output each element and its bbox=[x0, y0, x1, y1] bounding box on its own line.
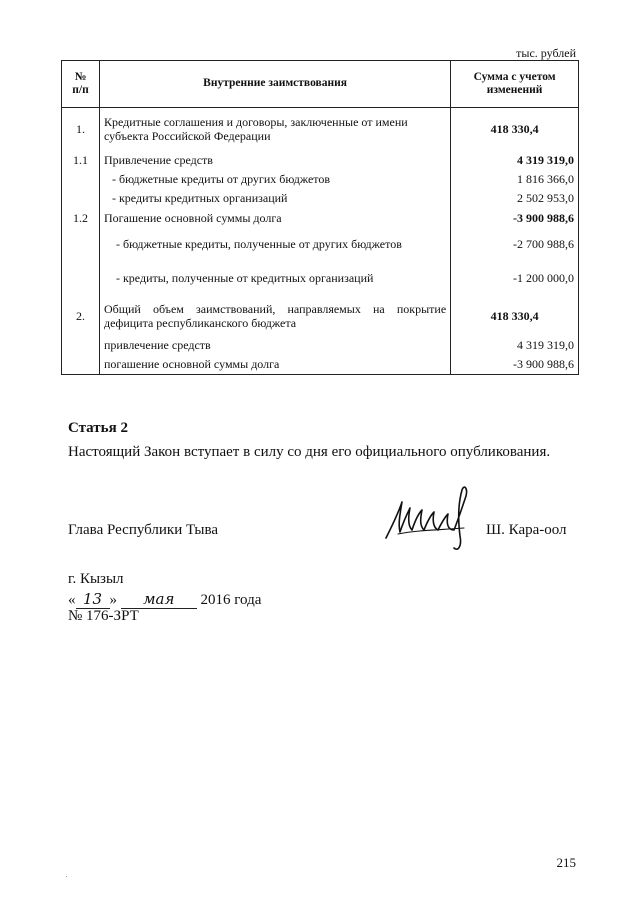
header-amount: Сумма с учетом изменений bbox=[451, 61, 579, 108]
row-description: - бюджетные кредиты от других бюджетов bbox=[99, 171, 450, 190]
law-number: № 176-ЗРТ bbox=[68, 608, 139, 624]
place-of-signing: г. Кызыл bbox=[68, 571, 124, 587]
row-number bbox=[62, 190, 100, 209]
row-description: - кредиты, полученные от кредитных организаций bbox=[99, 261, 450, 297]
row-description: Погашение основной суммы долга bbox=[99, 209, 450, 229]
row-description: - бюджетные кредиты, полученные от других бюджетов bbox=[99, 229, 450, 261]
signatory-name: Ш. Кара-оол bbox=[486, 522, 567, 538]
row-number: 1.1 bbox=[62, 152, 100, 171]
table-row bbox=[62, 190, 579, 209]
table-row bbox=[62, 152, 579, 171]
table-row bbox=[62, 337, 579, 356]
row-amount: 1 816 366,0 bbox=[451, 171, 579, 190]
row-description: Кредитные соглашения и договоры, заключенные от имени субъекта Российской Федерации bbox=[99, 108, 450, 152]
row-amount: 4 319 319,0 bbox=[451, 337, 579, 356]
date-open-quote: « bbox=[68, 592, 76, 608]
row-amount: 4 319 319,0 bbox=[451, 152, 579, 171]
page-number: 215 bbox=[556, 855, 576, 870]
table-row bbox=[62, 297, 579, 337]
row-number bbox=[62, 356, 100, 375]
row-amount: -3 900 988,6 bbox=[451, 209, 579, 229]
signing-date bbox=[68, 590, 261, 609]
row-number: 2. bbox=[62, 297, 100, 337]
scan-speck bbox=[66, 876, 67, 877]
row-description: Общий объем заимствований, направляемых на покрытие дефицита республиканского бюджета bbox=[99, 297, 450, 337]
borrowing-table bbox=[61, 60, 579, 375]
table-row bbox=[62, 171, 579, 190]
table-row bbox=[62, 356, 579, 375]
units-label: тыс. рублей bbox=[516, 46, 576, 60]
article-text: Настоящий Закон вступает в силу со дня его официального опубликования. bbox=[68, 444, 551, 460]
date-day: 13 bbox=[76, 590, 110, 609]
row-amount: -2 700 988,6 bbox=[451, 229, 579, 261]
handwritten-signature bbox=[378, 480, 478, 555]
table-header-row bbox=[62, 61, 579, 108]
row-number: 1. bbox=[62, 108, 100, 152]
table-row bbox=[62, 261, 579, 297]
row-amount: 2 502 953,0 bbox=[451, 190, 579, 209]
table-row bbox=[62, 209, 579, 229]
row-amount: -1 200 000,0 bbox=[451, 261, 579, 297]
row-number: 1.2 bbox=[62, 209, 100, 229]
table-row bbox=[62, 229, 579, 261]
header-number: № п/п bbox=[62, 61, 100, 108]
row-description: привлечение средств bbox=[99, 337, 450, 356]
row-number bbox=[62, 337, 100, 356]
table-row bbox=[62, 108, 579, 152]
row-description: Привлечение средств bbox=[99, 152, 450, 171]
article-heading: Статья 2 bbox=[68, 420, 128, 436]
row-amount: 418 330,4 bbox=[451, 297, 579, 337]
date-year: 2016 года bbox=[200, 592, 262, 608]
row-number bbox=[62, 261, 100, 297]
date-month: мая bbox=[121, 590, 197, 609]
signatory-role: Глава Республики Тыва bbox=[68, 522, 219, 538]
row-amount: -3 900 988,6 bbox=[451, 356, 579, 375]
row-number bbox=[62, 171, 100, 190]
row-description: погашение основной суммы долга bbox=[99, 356, 450, 375]
date-close-quote: » bbox=[109, 592, 117, 608]
row-number bbox=[62, 229, 100, 261]
row-description: - кредиты кредитных организаций bbox=[99, 190, 450, 209]
row-amount: 418 330,4 bbox=[451, 108, 579, 152]
header-description: Внутренние заимствования bbox=[99, 61, 450, 108]
